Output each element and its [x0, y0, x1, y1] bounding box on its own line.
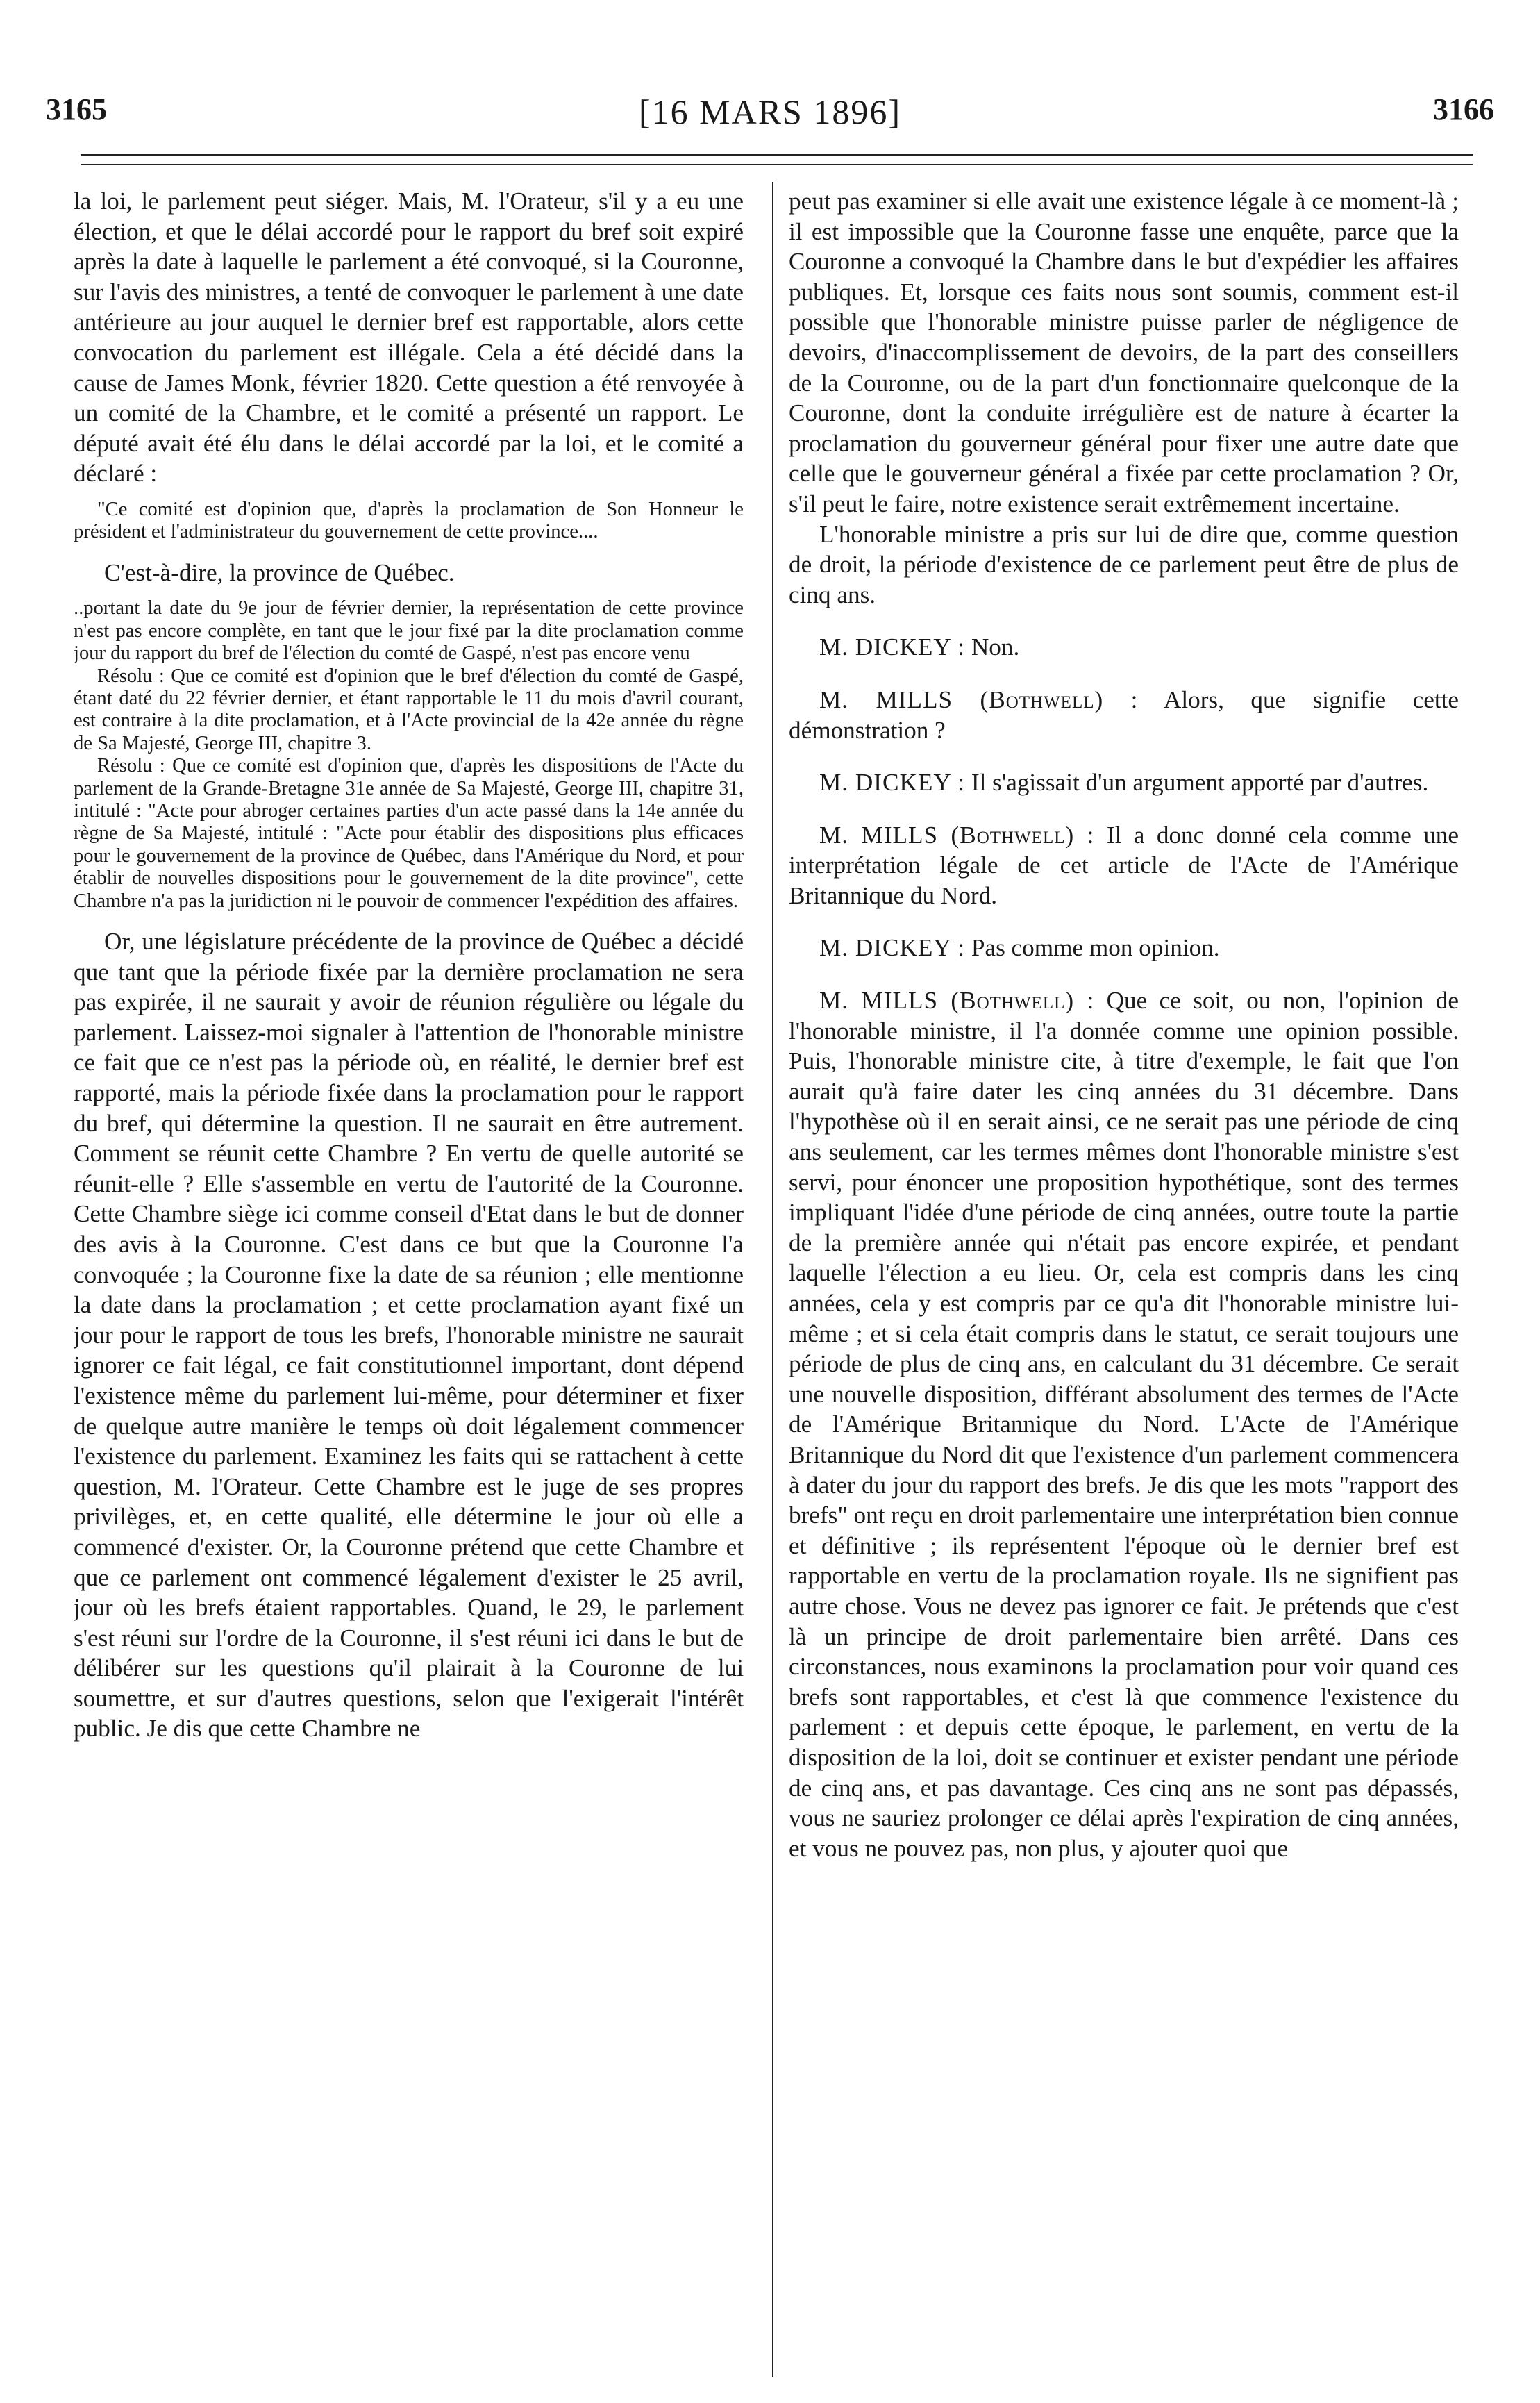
speaker-name: M. DICKEY : [819, 934, 966, 962]
speech [789, 820, 1459, 911]
header-rule-bottom [81, 164, 1473, 165]
speech [789, 685, 1459, 745]
speech-text: Pas comme mon opinion. [971, 934, 1220, 962]
left-column [74, 186, 744, 2370]
paragraph: L'honorable ministre a pris sur lui de dire que, comme question de droit, la période d'existence de ce parlement peut être de plus de cinq ans. [789, 520, 1459, 608]
speaker-name: M. MILLS (Bothwell) : [819, 821, 1095, 849]
paragraph: peut pas examiner si elle avait une existence légale à ce moment-là ; il est impossible que la Couronne fasse une enquête, parce que la Couronne a convoqué la Chambre dans le but d'expédier les affaires publiques. Et, lorsque ces faits nous sont soumis, comment est-il possible que l'honorable ministre puisse parler de négligence de devoirs, d'inaccomplissement de devoirs, de la part des conseillers de la Couronne, ou de la part d'un fonctionnaire quelconque de la Couronne, dont la conduite irrégulière est de nature à écarter la proclamation du gouverneur général pour fixer une autre date que celle que le gouverneur général a fixée par cette proclamation ? Or, s'il peut le faire, notre existence serait extrêmement incertaine. [789, 188, 1459, 517]
speech [789, 986, 1459, 1863]
right-column [789, 186, 1459, 2370]
page-number-right: 3166 [1433, 92, 1494, 126]
speaker-name: M. DICKEY : [819, 633, 966, 661]
page-number-left: 3165 [46, 92, 107, 126]
resolution-quote: Résolu : Que ce comité est d'opinion que le bref d'élection du comté de Gaspé, étant daté du 22 février dernier, et étant rapportable le 11 du mois d'avril courant, est contraire à la dite proclamation, et à l'Acte provincial de la 42e année du règne de Sa Majesté, George III, chapitre 3. [74, 665, 744, 754]
paragraph: la loi, le parlement peut siéger. Mais, M. l'Orateur, s'il y a eu une élection, et que le délai accordé pour le rapport du bref soit expiré après la date à laquelle le parlement a été convoqué, si la Couronne, sur l'avis des ministres, a tenté de convoquer le parlement à une date antérieure au jour auquel le dernier bref est rapportable, alors cette convocation du parlement est illégale. Cela a été décidé dans la cause de James Monk, février 1820. Cette question a été renvoyée à un comité de la Chambre, et le comité a présenté un rapport. Le député avait été élu dans le délai accordé par la loi, et le comité a déclaré : [74, 188, 744, 488]
speaker-name: M. MILLS (Bothwell) : [819, 987, 1095, 1015]
speech-text: Alors, que signifie cette démonstration ? [789, 685, 1459, 744]
paragraph: Or, une législature précédente de la province de Québec a décidé que tant que la période fixée par la dernière proclamation ne sera pas expirée, il ne saurait y avoir de réunion régulière ou légale du parlement. Laissez-moi signaler à l'attention de l'honorable ministre ce fait que ce n'est pas la période où, en réalité, le dernier bref est rapporté, mais la période fixée dans la proclamation pour le rapport du bref, qui détermine la question. Il ne saurait en être autrement. Comment se réunit cette Chambre ? En vertu de quelle autorité se réunit-elle ? Elle s'assemble en vertu de l'autorité de la Couronne. Cette Chambre siège ici comme conseil d'Etat dans le but de donner des avis à la Couronne. C'est dans ce but que la Couronne l'a convoquée ; la Couronne fixe la date de sa réunion ; elle mentionne la date dans la proclamation ; et cette proclamation ayant fixé un jour pour le rapport de tous les brefs, l'honorable ministre ne saurait ignorer ce fait légal, ce fait constitutionnel important, dont dépend l'existence même du parlement lui-même, pour déterminer et fixer de quelque autre manière le temps où doit légalement commencer l'existence du parlement. Examinez les faits qui se rattachent à cette question, M. l'Orateur. Cette Chambre est le juge de ses propres privilèges, et, en cette qualité, elle détermine le jour où elle a commencé d'exister. Or, la Couronne prétend que cette Chambre et que ce parlement ont commencé légalement d'exister le 25 avril, jour où les brefs étaient rapportables. Quand, le 29, le parlement s'est réuni sur l'ordre de la Couronne, il s'est réuni ici dans le but de délibérer sur les questions qu'il plairait à la Couronne de lui soumettre, et sur d'autres questions, selon que l'exigerait l'intérêt public. Je dis que cette Chambre ne [74, 928, 744, 1743]
paragraph: C'est-à-dire, la province de Québec. [104, 558, 455, 586]
speech-text: Il s'agissait d'un argument apporté par d'autres. [971, 769, 1429, 797]
speech-text: Il a donc donné cela comme une interprétation légale de cet article de l'Acte de l'Amérique Britannique du Nord. [789, 821, 1459, 909]
speech-text: Non. [971, 633, 1020, 661]
speech [789, 632, 1459, 663]
speaker-name: M. MILLS (Bothwell) : [819, 685, 1139, 713]
running-head [46, 92, 1494, 131]
committee-quote: ..portant la date du 9e jour de février dernier, la représentation de cette province n'est pas encore complète, en tant que le jour fixé par la dite proclamation comme jour du rapport du bref de l'élection du comté de Gaspé, n'est pas encore venu [74, 597, 744, 665]
column-divider [772, 182, 773, 2377]
header-rule-top [81, 154, 1473, 156]
sitting-date: [16 MARS 1896] [638, 92, 902, 131]
resolution-quote: Résolu : Que ce comité est d'opinion que, d'après les dispositions de l'Acte du parlement de la Grande-Bretagne 31e année de Sa Majesté, George III, chapitre 31, intitulé : "Acte pour abroger certaines parties d'un acte passé dans la 14e année du règne de Sa Majesté, intitulé : "Acte pour établir des dispositions plus efficaces pour le gouvernement de la province de Québec, dans l'Amérique du Nord, et pour établir de nouvelles dispositions pour le gouvernement de la dite province", cette Chambre n'a pas la juridiction ni le pouvoir de commencer l'expédition des affaires. [74, 755, 744, 912]
speech-text: Que ce soit, ou non, l'opinion de l'honorable ministre, il l'a donnée comme une opinion possible. Puis, l'honorable ministre cite, à titre d'exemple, le fait que l'on aurait qu'à faire dater les cinq années du 31 décembre. Dans l'hypothèse où il en serait ainsi, ce ne serait pas une période de cinq ans seulement, car les termes mêmes dont l'honorable ministre s'est servi, pour énoncer une proposition hypothétique, sont des termes impliquant l'idée d'une période de cinq années, outre toute la partie de la première année qui n'était pas encore expirée, et pendant laquelle l'élection a eu lieu. Or, cela est compris dans les cinq années, cela y est compris par ce qu'a dit l'honorable ministre lui-même ; et si cela était compris dans le statut, ce serait toujours une période de plus de cinq ans, en calculant du 31 décembre. Ce serait une nouvelle disposition, différant absolument des termes de l'Acte de l'Amérique Britannique du Nord. L'Acte de l'Amérique Britannique du Nord dit que l'existence d'un parlement commencera à dater du jour du rapport des brefs. Je dis que les mots "rapport des brefs" ont reçu en droit parlementaire une interprétation bien connue et définitive ; ils représentent l'époque où le dernier bref est rapportable en vertu de la proclamation royale. Ils ne signifient pas autre chose. Vous ne devez pas ignorer ce fait. Je prétends que c'est là un principe de droit parlementaire bien arrêté. Dans ces circonstances, nous examinons la proclamation pour voir quand ces brefs sont rapportables, et c'est là que commence l'existence du parlement : et depuis cette époque, le parlement, en vertu de la disposition de la loi, doit se continuer et exister pendant une période de cinq ans, et pas davantage. Ces cinq ans ne sont pas dépassés, vous ne sauriez prolonger ce délai après l'expiration de cinq années, et vous ne pouvez pas, non plus, y ajouter quoi que [789, 987, 1459, 1862]
speaker-name: M. DICKEY : [819, 769, 966, 797]
speech [789, 767, 1459, 798]
speech [789, 933, 1459, 963]
committee-quote: "Ce comité est d'opinion que, d'après la proclamation de Son Honneur le président et l'administrateur du gouvernement de cette province.... [74, 498, 744, 543]
